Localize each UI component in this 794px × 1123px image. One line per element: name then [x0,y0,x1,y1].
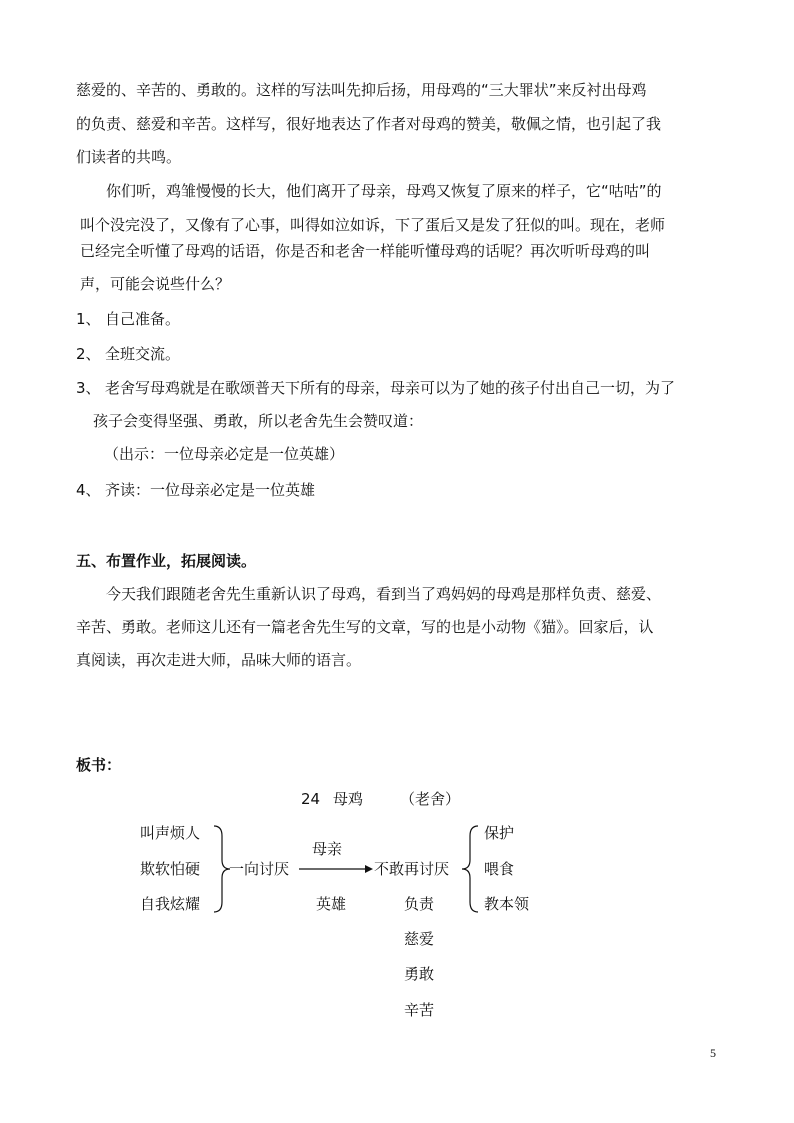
board-title-number: 24 [301,790,321,808]
page-number: 5 [710,1046,716,1060]
board-left-item: 叫声烦人 [140,824,201,842]
board-title: 母鸡 [333,790,364,808]
list-number: 4、 [76,481,101,499]
board-quality: 辛苦 [404,1001,435,1019]
board-quality: 慈爱 [404,930,435,948]
board-hero: 英雄 [316,895,347,913]
board-left-item: 欺软怕硬 [140,860,201,878]
paragraph-line: 已经完全听懂了母鸡的话语，你是否和老舍一样能听懂母鸡的话呢？再次听听母鸡的叫 [80,242,651,260]
list-number: 1、 [76,310,101,328]
paragraph-line: 叫个没完没了，又像有了心事，叫得如泣如诉，下了蛋后又是发了狂似的叫。现在，老师 [80,216,666,234]
left-brace-icon [460,824,480,914]
board-yixiang: 一向讨厌 [229,860,290,878]
list-item: 齐读：一位母亲必定是一位英雄 [105,481,316,499]
list-item: 老舍写母鸡就是在歌颂普天下所有的母亲，母亲可以为了她的孩子付出自己一切，为了 [105,379,676,397]
board-right-item: 保护 [484,824,515,842]
list-item: 自己准备。 [105,310,181,328]
paragraph-line: 们读者的共鸣。 [76,148,182,166]
list-item: 全班交流。 [105,345,181,363]
section-heading: 五、布置作业，拓展阅读。 [76,552,257,570]
paragraph-line: 慈爱的、辛苦的、勇敢的。这样的写法叫先抑后扬，用母鸡的“三大罪状”来反衬出母鸡 [76,81,647,99]
right-arrow-icon [299,864,373,874]
board-arrow-label: 母亲 [312,840,343,858]
board-right-item: 喂食 [484,860,515,878]
show-line: （出示：一位母亲必定是一位英雄） [104,445,345,463]
board-label: 板书： [76,756,122,774]
paragraph-line: 声，可能会说些什么？ [80,275,231,293]
board-bugan: 不敢再讨厌 [374,860,450,878]
paragraph-line: 辛苦、勇敢。老师这儿还有一篇老舍先生写的文章，写的也是小动物《猫》。回家后，认 [76,618,654,636]
paragraph-line: 的负责、慈爱和辛苦。这样写，很好地表达了作者对母鸡的赞美，敬佩之情，也引起了我 [76,115,662,133]
board-quality: 勇敢 [404,965,435,983]
list-item-continued: 孩子会变得坚强、勇敢，所以老舍先生会赞叹道： [93,412,424,430]
board-right-item: 教本领 [484,895,530,913]
board-author: （老舍） [400,790,461,808]
list-number: 3、 [76,379,101,397]
board-quality: 负责 [404,895,435,913]
board-left-item: 自我炫耀 [140,895,201,913]
paragraph-line: 真阅读，再次走进大师，品味大师的语言。 [76,651,362,669]
paragraph-line: 今天我们跟随老舍先生重新认识了母鸡，看到当了鸡妈妈的母鸡是那样负责、慈爱、 [106,585,662,603]
list-number: 2、 [76,345,101,363]
paragraph-line: 你们听，鸡雏慢慢的长大，他们离开了母亲，母鸡又恢复了原来的样子，它“咕咕”的 [106,182,662,200]
